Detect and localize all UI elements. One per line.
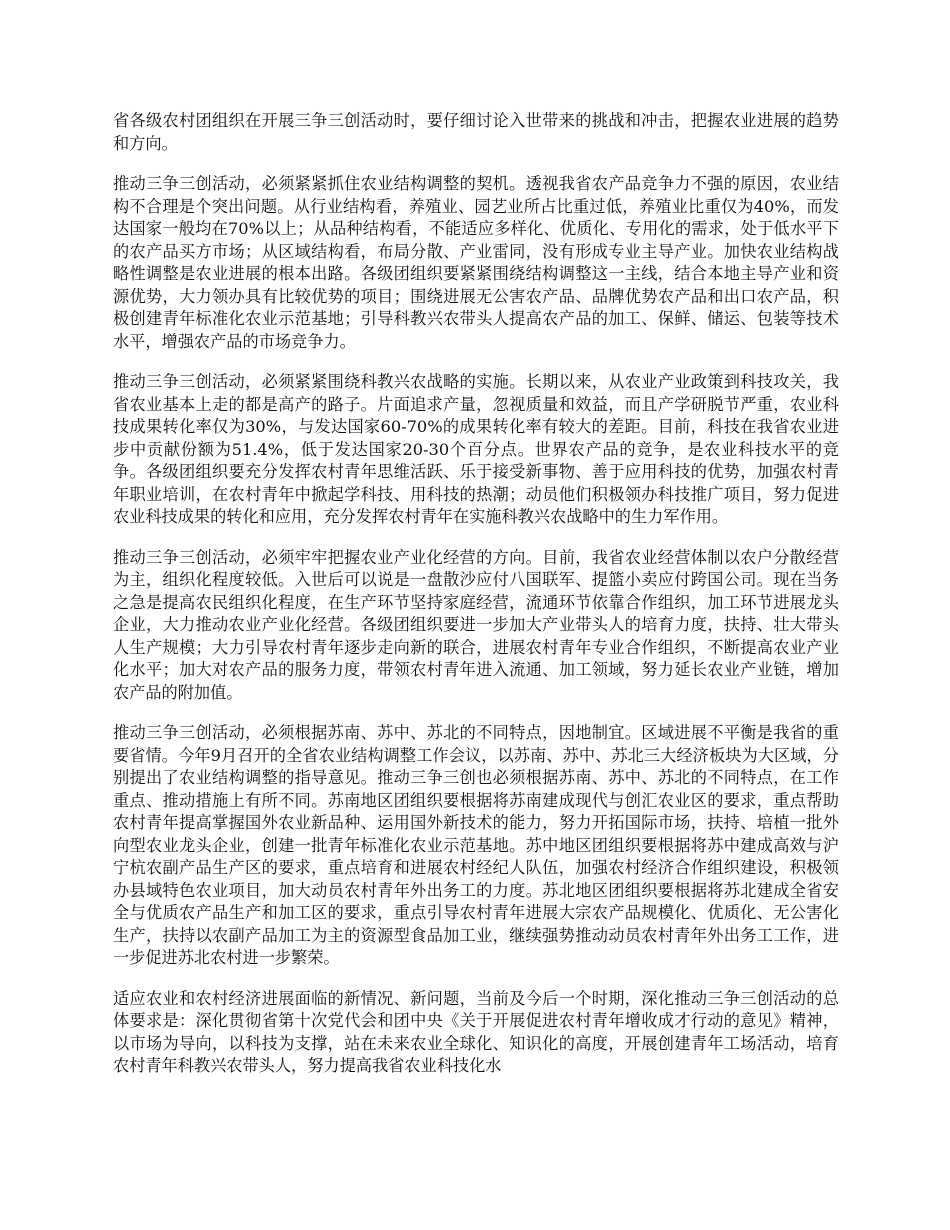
paragraph-4: 推动三争三创活动，必须牢牢把握农业产业化经营的方向。目前，我省农业经营体制以农户分散经营为主，组织化程度较低。入世后可以说是一盘散沙应付八国联军、提篮小卖应付跨国公司。现在当务之急是提高农民组织化程度，在生产环节坚持家庭经营，流通环节依靠合作组织，加工环节进展龙头企业，大力推动农业产业化经营。各级团组织要进一步加大产业带头人的培育力度，扶持、壮大带头人生产规模；大力引导农村青年逐步走向新的联合，进展农村青年专业合作组织，不断提高农业产业化水平；加大对农产品的服务力度，带领农村青年进入流通、加工领域，努力延长农业产业链，增加农产品的附加值。: [113, 547, 839, 702]
paragraph-1: 省各级农村团组织在开展三争三创活动时，要仔细讨论入世带来的挑战和冲击，把握农业进展的趋势和方向。: [113, 111, 839, 153]
paragraph-6: 适应农业和农村经济进展面临的新情况、新问题，当前及今后一个时期，深化推动三争三创活动的总体要求是：深化贯彻省第十次党代会和团中央《关于开展促进农村青年增收成才行动的意见》精神，以市场为导向，以科技为支撑，站在未来农业全球化、知识化的高度，开展创建青年工场活动，培育农村青年科教兴农带头人，努力提高我省农业科技化水: [113, 988, 839, 1075]
paragraph-2: 推动三争三创活动，必须紧紧抓住农业结构调整的契机。透视我省农产品竞争力不强的原因，农业结构不合理是个突出问题。从行业结构看，养殖业、园艺业所占比重过低，养殖业比重仅为40%，而发达国家一般均在70%以上；从品种结构看，不能适应多样化、优质化、专用化的需求，处于低水平下的农产品买方市场；从区域结构看，布局分散、产业雷同，没有形成专业主导产业。加快农业结构战略性调整是农业进展的根本出路。各级团组织要紧紧围绕结构调整这一主线，结合本地主导产业和资源优势，大力领办具有比较优势的项目；围绕进展无公害农产品、品牌优势农产品和出口农产品，积极创建青年标准化农业示范基地；引导科教兴农带头人提高农产品的加工、保鲜、储运、包装等技术水平，增强农产品的市场竞争力。: [113, 174, 839, 351]
paragraph-5: 推动三争三创活动，必须根据苏南、苏中、苏北的不同特点，因地制宜。区域进展不平衡是我省的重要省情。今年9月召开的全省农业结构调整工作会议，以苏南、苏中、苏北三大经济板块为大区域，分别提出了农业结构调整的指导意见。推动三争三创也必须根据苏南、苏中、苏北的不同特点，在工作重点、推动措施上有所不同。苏南地区团组织要根据将苏南建成现代与创汇农业区的要求，重点帮助农村青年提高掌握国外农业新品种、运用国外新技术的能力，努力开拓国际市场，扶持、培植一批外向型农业龙头企业，创建一批青年标准化农业示范基地。苏中地区团组织要根据将苏中建成高效与沪宁杭农副产品生产区的要求，重点培育和进展农村经纪人队伍，加强农村经济合作组织建设，积极领办县域特色农业项目，加大动员农村青年外出务工的力度。苏北地区团组织要根据将苏北建成全省安全与优质农产品生产和加工区的要求，重点引导农村青年进展大宗农产品规模化、优质化、无公害化生产，扶持以农副产品加工为主的资源型食品加工业，继续强势推动动员农村青年外出务工工作，进一步促进苏北农村进一步繁荣。: [113, 723, 839, 967]
paragraph-3: 推动三争三创活动，必须紧紧围绕科教兴农战略的实施。长期以来，从农业产业政策到科技攻关，我省农业基本上走的都是高产的路子。片面追求产量，忽视质量和效益，而且产学研脱节严重，农业科技成果转化率仅为30%，与发达国家60-70%的成果转化率有较大的差距。目前，科技在我省农业进步中贡献份额为51.4%，低于发达国家20-30个百分点。世界农产品的竞争，是农业科技水平的竞争。各级团组织要充分发挥农村青年思维活跃、乐于接受新事物、善于应用科技的优势，加强农村青年职业培训，在农村青年中掀起学科技、用科技的热潮；动员他们积极领办科技推广项目，努力促进农业科技成果的转化和应用，充分发挥农村青年在实施科教兴农战略中的生力军作用。: [113, 372, 839, 526]
document-body: [113, 110, 839, 1096]
